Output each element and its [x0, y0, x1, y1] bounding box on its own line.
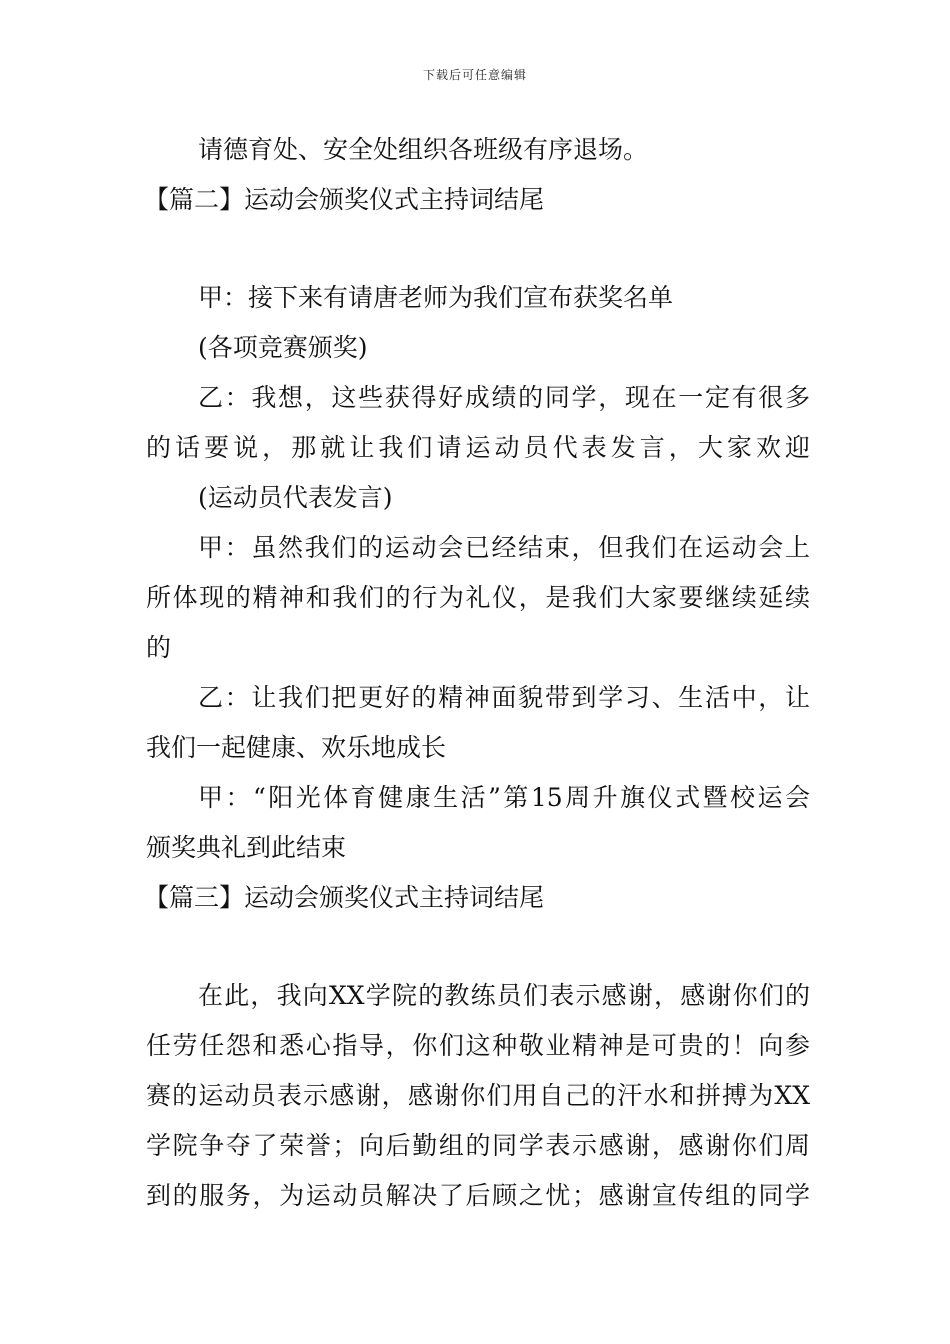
paragraph-line: (各项竞赛颁奖): [198, 333, 368, 362]
section-heading: 【篇二】运动会颁奖仪式主持词结尾: [144, 185, 545, 214]
paragraph-line: 我们一起健康、欢乐地成长: [146, 733, 447, 762]
paragraph-line: 赛的运动员表示感谢，感谢你们用自己的汗水和拼搏为XX: [146, 1081, 810, 1110]
paragraph-line: 的: [146, 633, 172, 662]
paragraph-line: 甲：接下来有请唐老师为我们宣布获奖名单: [198, 283, 674, 312]
paragraph-line: 甲：虽然我们的运动会已经结束，但我们在运动会上: [198, 533, 810, 562]
paragraph-line: 所体现的精神和我们的行为礼仪，是我们大家要继续延续: [146, 583, 810, 612]
paragraph-line: 颁奖典礼到此结束: [146, 833, 347, 862]
paragraph-line: 在此，我向XX学院的教练员们表示感谢，感谢你们的: [198, 981, 810, 1010]
paragraph-line: (运动员代表发言): [198, 483, 393, 512]
paragraph-line: 请德育处、安全处组织各班级有序退场。: [198, 135, 649, 164]
paragraph-line: 任劳任怨和悉心指导，你们这种敬业精神是可贵的！向参: [146, 1031, 810, 1060]
paragraph-line: 到的服务，为运动员解决了后顾之忧；感谢宣传组的同学: [146, 1181, 810, 1210]
page-header: 下载后可任意编辑: [422, 68, 527, 82]
paragraph-line: 甲：“阳光体育健康生活”第15周升旗仪式暨校运会: [198, 783, 810, 812]
paragraph-line: 乙：让我们把更好的精神面貌带到学习、生活中，让: [198, 683, 810, 712]
paragraph-line: 乙：我想，这些获得好成绩的同学，现在一定有很多: [198, 383, 810, 412]
paragraph-line: 的话要说，那就让我们请运动员代表发言，大家欢迎: [146, 433, 810, 462]
paragraph-line: 学院争夺了荣誉；向后勤组的同学表示感谢，感谢你们周: [146, 1131, 810, 1160]
section-heading: 【篇三】运动会颁奖仪式主持词结尾: [144, 883, 545, 912]
